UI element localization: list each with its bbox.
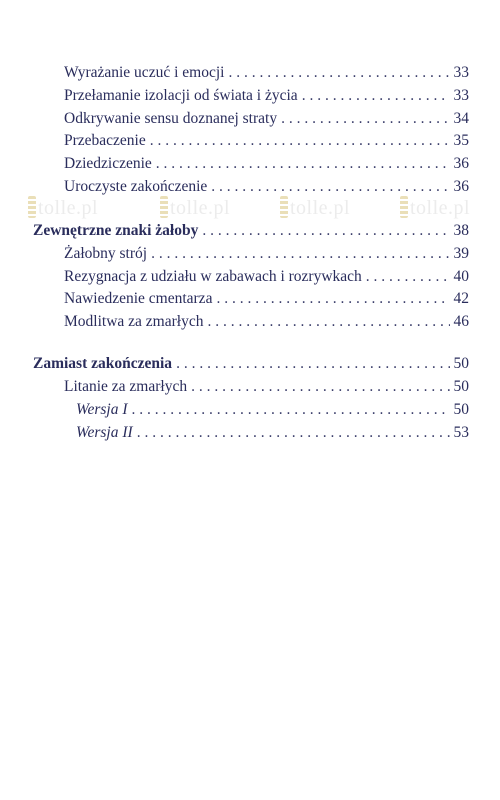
toc-entry-page: 33 [453,64,469,81]
toc-entry [64,63,469,83]
dot-leader [281,109,449,129]
dot-leader [216,289,449,309]
toc-entry-title: Wersja II [76,424,133,441]
pen-icon [280,196,288,218]
toc-entry [64,312,469,332]
toc-entry [64,244,469,264]
dot-leader [202,221,449,241]
toc-entry [64,131,469,151]
toc-entry [64,86,469,106]
toc-entry [64,154,469,174]
pen-icon [28,196,36,218]
watermark: tolle.pl [28,196,98,220]
toc-entry-title: Wersja I [76,401,128,418]
toc-entry-page: 35 [453,132,469,149]
toc-entry-title: Nawiedzenie cmentarza [64,290,213,307]
toc-entry-page: 46 [453,313,469,330]
toc-entry-page: 50 [453,378,469,395]
toc-entry-page: 50 [453,355,469,372]
pen-icon [160,196,168,218]
toc-subentry [76,400,469,420]
toc-section-entry [33,221,469,241]
toc-entry-title: Litanie za zmarłych [64,378,188,395]
dot-leader [156,154,450,174]
toc-entry-page: 42 [453,290,469,307]
toc-subentry [76,423,469,443]
toc-entry-page: 40 [453,268,469,285]
dot-leader [366,267,450,287]
dot-leader [137,423,450,443]
toc-entry-page: 39 [453,245,469,262]
toc-entry-title: Rezygnacja z udziału w zabawach i rozrywkach [64,268,362,285]
watermark: tolle.pl [280,196,350,220]
toc-entry-title: Przełamanie izolacji od świata i życia [64,87,298,104]
toc-entry-page: 34 [453,110,469,127]
toc-entry [64,377,469,397]
toc-section-entry [33,354,469,374]
toc-entry [64,289,469,309]
dot-leader [132,400,450,420]
toc-entry-title: Modlitwa za zmarłych [64,313,204,330]
toc-entry-page: 38 [453,222,469,239]
toc-entry-title: Zamiast zakończenia [33,355,173,372]
toc-entry-title: Odkrywanie sensu doznanej straty [64,110,278,127]
toc-entry-page: 50 [453,401,469,418]
toc-entry-title: Uroczyste zakończenie [64,178,208,195]
dot-leader [150,131,450,151]
toc-entry [64,109,469,129]
toc-entry-title: Dziedziczenie [64,155,152,172]
dot-leader [228,63,449,83]
watermark: tolle.pl [160,196,230,220]
dot-leader [176,354,449,374]
toc-entry-title: Zewnętrzne znaki żałoby [33,222,199,239]
toc-entry [64,267,469,287]
toc-entry-page: 36 [453,155,469,172]
toc-entry-title: Wyrażanie uczuć i emocji [64,64,225,81]
dot-leader [151,244,449,264]
watermark: tolle.pl [400,196,470,220]
pen-icon [400,196,408,218]
watermark-row [0,196,500,222]
dot-leader [191,377,449,397]
toc-entry-page: 36 [453,178,469,195]
toc-entry-page: 33 [453,87,469,104]
dot-leader [302,86,450,106]
toc-entry-page: 53 [453,424,469,441]
toc-entry [64,177,469,197]
toc-entry-title: Przebaczenie [64,132,146,149]
dot-leader [211,177,449,197]
dot-leader [207,312,449,332]
toc-entry-title: Żałobny strój [64,245,148,262]
